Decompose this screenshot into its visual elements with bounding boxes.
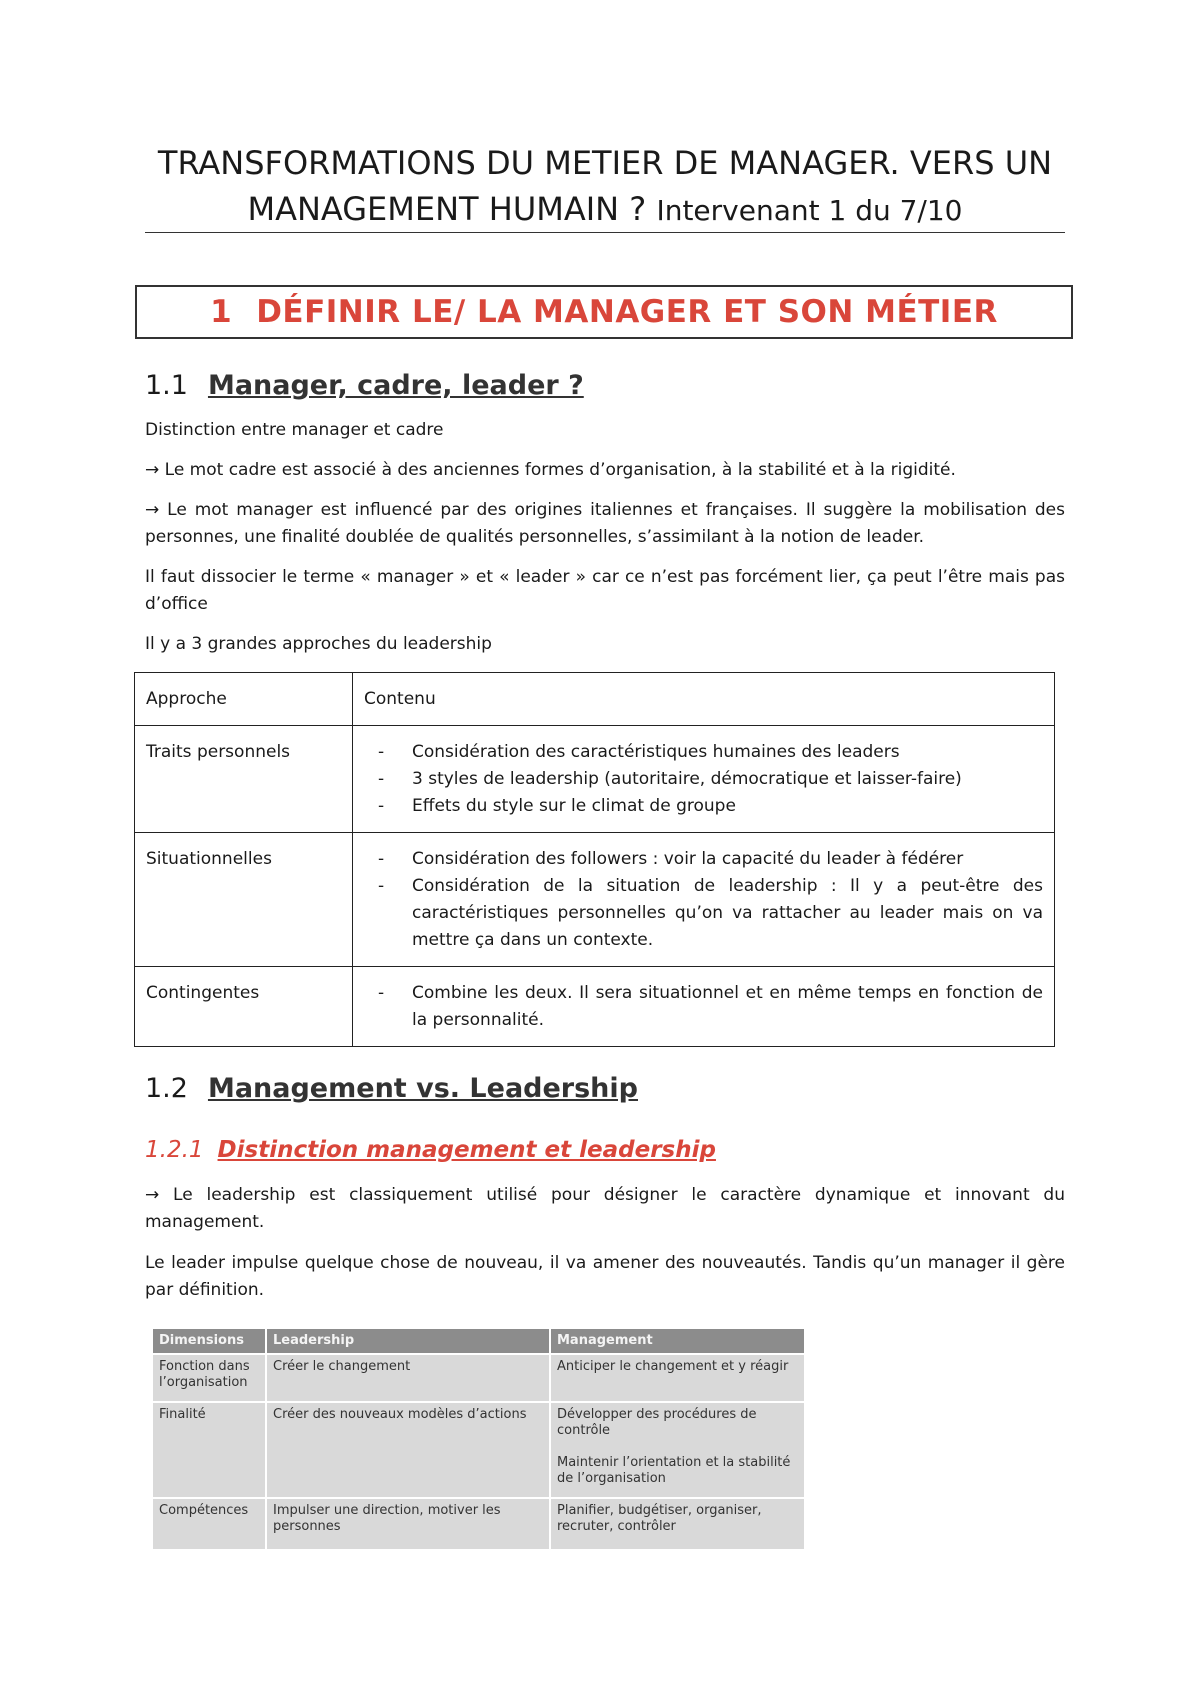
table-row <box>153 1354 805 1402</box>
leadership-approaches-table <box>134 672 1055 1047</box>
table-cell-label: Situationnelles <box>135 833 353 967</box>
paragraph: → Le mot cadre est associé à des anciennes formes d’organisation, à la stabilité et à la rigidité. <box>145 460 956 480</box>
table-cell-content <box>353 726 1055 833</box>
table-row <box>135 726 1055 833</box>
table-cell-line: Développer des procédures de contrôle <box>557 1407 757 1438</box>
table-cell: Planifier, budgétiser, organiser, recruter, contrôler <box>550 1498 805 1549</box>
paragraph: Il faut dissocier le terme « manager » et « leader » car ce n’est pas forcément lier, ça peut l’être mais pas d’office <box>145 567 1065 614</box>
table-cell-content <box>353 967 1055 1047</box>
table-header-row <box>135 673 1055 726</box>
table-cell: Fonction dans l’organisation <box>153 1354 266 1402</box>
table-header-cell: Management <box>550 1329 805 1354</box>
table-cell-label: Traits personnels <box>135 726 353 833</box>
table-row <box>153 1402 805 1498</box>
table-cell: Anticiper le changement et y réagir <box>550 1354 805 1402</box>
list-item: - Considération de la situation de leadership : Il y a peut-être des caractéristiques personnelles qu’on va rattacher au leader mais on va mettre ça dans un contexte. <box>364 873 1043 954</box>
management-vs-leadership-table <box>153 1329 806 1549</box>
list-item: - Combine les deux. Il sera situationnel et en même temps en fonction de la personnalité. <box>364 980 1043 1034</box>
document-title-sub: Intervenant 1 du 7/10 <box>656 194 963 227</box>
section-1-heading <box>135 285 1073 339</box>
document-title <box>140 140 1070 234</box>
table-cell: Compétences <box>153 1498 266 1549</box>
paragraph: Distinction entre manager et cadre <box>145 420 444 440</box>
table-row <box>153 1498 805 1549</box>
list-item: - Effets du style sur le climat de groupe <box>364 793 1043 820</box>
table-header-cell: Contenu <box>353 673 1055 726</box>
section-1-2-title: Management vs. Leadership <box>207 1073 638 1104</box>
document-title-main: TRANSFORMATIONS DU METIER DE MANAGER. VERS UN MANAGEMENT HUMAIN ? <box>157 144 1053 228</box>
section-1-1-number: 1.1 <box>145 370 188 401</box>
section-1-1-heading <box>145 370 584 401</box>
table-row <box>135 833 1055 967</box>
table-cell <box>550 1402 805 1498</box>
paragraph: Le leader impulse quelque chose de nouveau, il va amener des nouveautés. Tandis qu’un manager il gère par définition. <box>145 1253 1065 1300</box>
table-cell: Créer le changement <box>266 1354 550 1402</box>
table-header-cell: Dimensions <box>153 1329 266 1354</box>
list-item: - Considération des caractéristiques humaines des leaders <box>364 739 1043 766</box>
section-1-title: DÉFINIR LE/ LA MANAGER ET SON MÉTIER <box>256 294 998 330</box>
table-cell: Créer des nouveaux modèles d’actions <box>266 1402 550 1498</box>
section-1-2-heading <box>145 1073 638 1104</box>
section-1-2-1-heading <box>145 1137 716 1163</box>
paragraph: → Le mot manager est influencé par des origines italiennes et françaises. Il suggère la mobilisation des personnes, une finalité doublée de qualités personnelles, s’assimilant à la notion de leader. <box>145 500 1065 547</box>
table-header-row <box>153 1329 805 1354</box>
table-cell-label: Contingentes <box>135 967 353 1047</box>
table-cell-line: Maintenir l’orientation et la stabilité de l’organisation <box>557 1455 791 1486</box>
title-divider <box>145 232 1065 233</box>
table-cell-content <box>353 833 1055 967</box>
section-1-2-1-number: 1.2.1 <box>145 1137 204 1163</box>
list-item: - 3 styles de leadership (autoritaire, démocratique et laisser-faire) <box>364 766 1043 793</box>
table-cell: Impulser une direction, motiver les personnes <box>266 1498 550 1549</box>
list-item: - Considération des followers : voir la capacité du leader à fédérer <box>364 846 1043 873</box>
table-header-cell: Approche <box>135 673 353 726</box>
section-1-2-1-title: Distinction management et leadership <box>217 1137 716 1163</box>
table-row <box>135 967 1055 1047</box>
table-header-cell: Leadership <box>266 1329 550 1354</box>
table-cell: Finalité <box>153 1402 266 1498</box>
section-1-1-title: Manager, cadre, leader ? <box>207 370 584 401</box>
section-1-number: 1 <box>210 294 233 330</box>
section-1-2-number: 1.2 <box>145 1073 188 1104</box>
paragraph: → Le leadership est classiquement utilisé pour désigner le caractère dynamique et innovant du management. <box>145 1185 1065 1232</box>
paragraph: Il y a 3 grandes approches du leadership <box>145 634 492 654</box>
